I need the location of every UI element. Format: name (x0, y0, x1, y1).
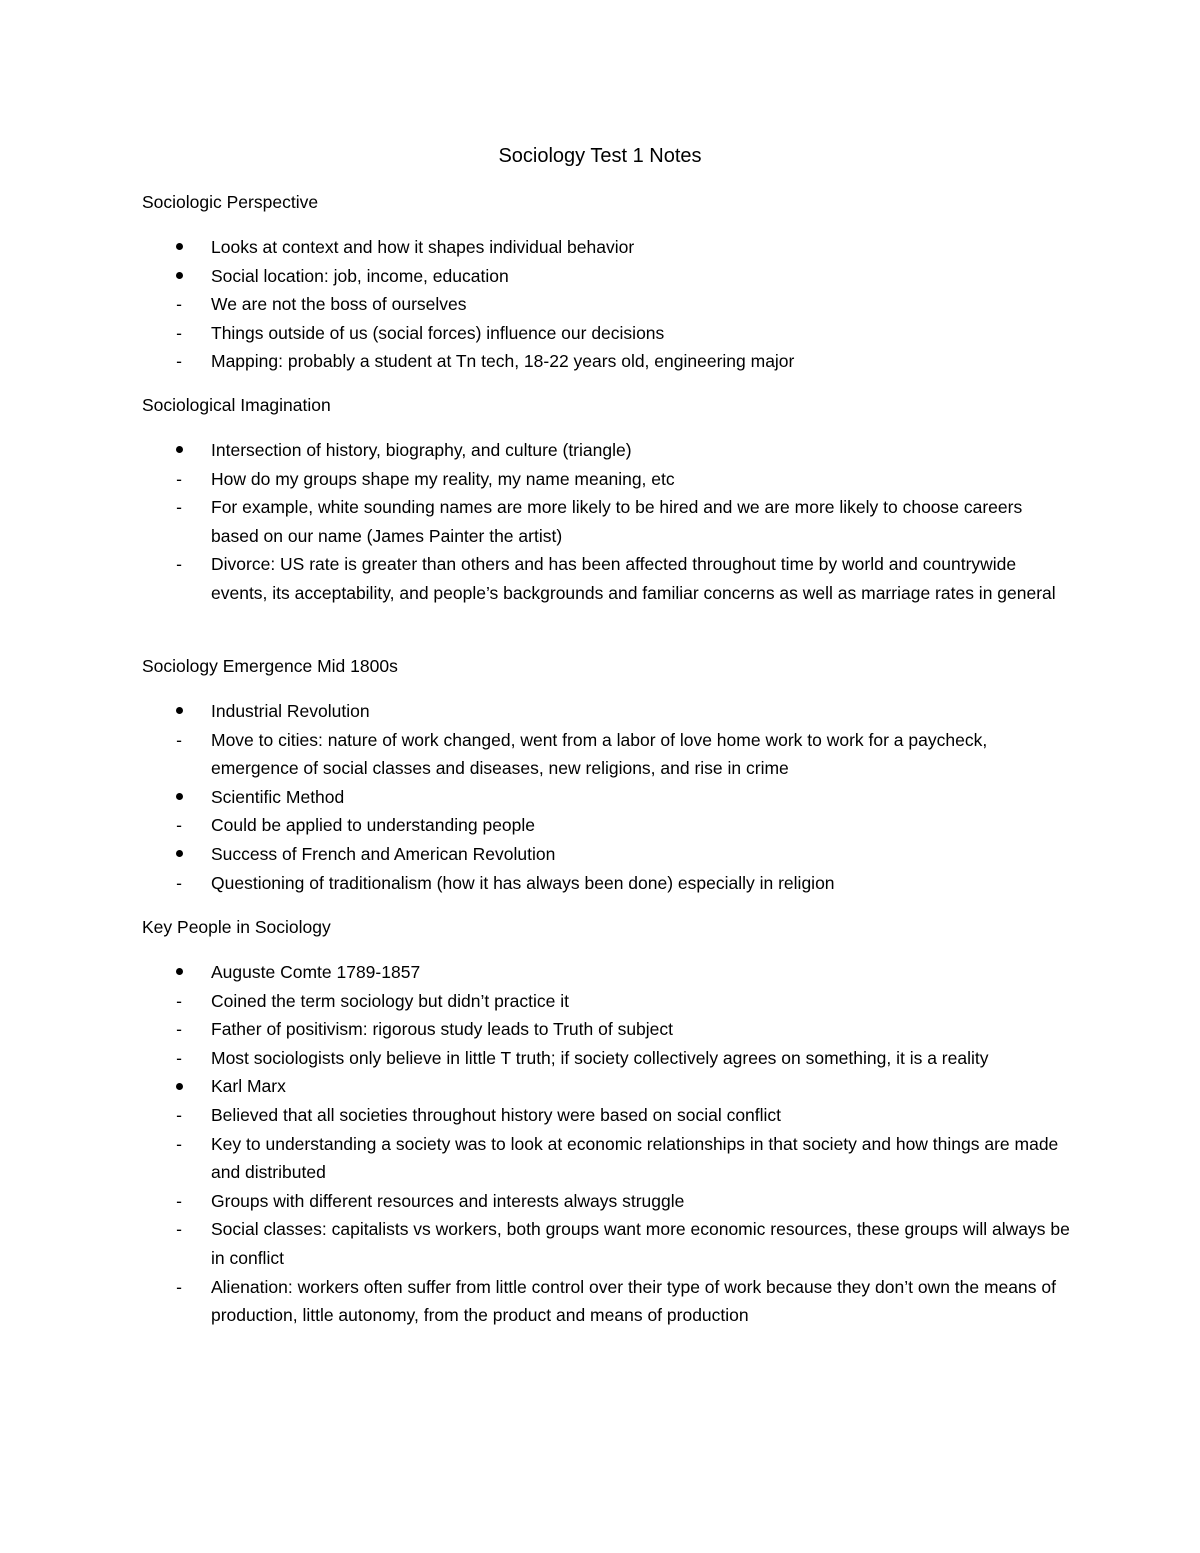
list-item-text: Divorce: US rate is greater than others and has been affected throughout time by world and countrywide events, its acceptability, and people’s backgrounds and familiar concerns as well as marriage rates in general (211, 554, 1056, 603)
list-item (0, 811, 1200, 840)
list-item-text: Move to cities: nature of work changed, went from a labor of love home work to work for a paycheck, emergence of social classes and diseases, new religions, and rise in crime (211, 729, 988, 779)
bullet-icon (172, 783, 186, 812)
list-item-text: Coined the term sociology but didn’t practice it (211, 990, 569, 1011)
section-list (0, 436, 1200, 608)
list-item (0, 1130, 1200, 1187)
dash-icon (172, 1101, 186, 1130)
list-item (0, 1015, 1200, 1044)
list-item-text: Father of positivism: rigorous study leads to Truth of subject (211, 1019, 674, 1040)
section-list (0, 697, 1200, 897)
list-item-text: Key to understanding a society was to look at economic relationships in that society and how things are made and distributed (211, 1133, 1059, 1183)
dash-icon (172, 811, 186, 840)
dash-icon (172, 1130, 186, 1159)
list-item (0, 697, 1200, 726)
list-item-text: Social classes: capitalists vs workers, both groups want more economic resources, these groups will always be in conflict (211, 1219, 1070, 1268)
section-heading: Sociology Emergence Mid 1800s (142, 656, 398, 676)
list-item-text: We are not the boss of ourselves (211, 294, 467, 315)
list-item-text: Looks at context and how it shapes individual behavior (211, 237, 635, 257)
list-item-text: Questioning of traditionalism (how it has always been done) especially in religion (211, 872, 835, 893)
list-item-text: Mapping: probably a student at Tn tech, 18-22 years old, engineering major (211, 351, 795, 372)
list-item (0, 783, 1200, 812)
list-item (0, 987, 1200, 1016)
section-heading: Sociological Imagination (142, 395, 331, 415)
dash-icon (172, 465, 186, 494)
list-item (0, 262, 1200, 291)
list-item-text: Things outside of us (social forces) influence our decisions (211, 322, 665, 343)
dash-icon (172, 550, 186, 579)
bullet-icon (172, 262, 186, 291)
list-item (0, 233, 1200, 262)
bullet-icon (172, 958, 186, 987)
dash-icon (172, 1273, 186, 1302)
list-item-text: Groups with different resources and interests always struggle (211, 1190, 685, 1211)
dash-icon (172, 726, 186, 755)
document-title: Sociology Test 1 Notes (498, 145, 702, 167)
list-item-text: Scientific Method (211, 786, 345, 807)
list-item-text: Could be applied to understanding people (211, 815, 536, 836)
list-item-text: For example, white sounding names are more likely to be hired and we are more likely to choose careers based on our name (James Painter the artist) (211, 497, 1023, 546)
list-item (0, 1273, 1200, 1330)
list-item-text: Intersection of history, biography, and culture (triangle) (211, 440, 632, 460)
list-item (0, 1101, 1200, 1130)
list-item-text: Believed that all societies throughout history were based on social conflict (211, 1104, 782, 1125)
dash-icon (172, 869, 186, 898)
bullet-icon (172, 436, 186, 465)
dash-icon (172, 1215, 186, 1244)
list-item-text: Industrial Revolution (211, 701, 370, 721)
list-item (0, 1215, 1200, 1272)
bullet-icon (172, 1072, 186, 1101)
section-list (0, 233, 1200, 376)
list-item-text: Social location: job, income, education (211, 265, 509, 286)
list-item-text: Auguste Comte 1789-1857 (211, 962, 421, 982)
list-item (0, 958, 1200, 987)
list-item (0, 869, 1200, 898)
list-item (0, 290, 1200, 319)
list-item-text: Success of French and American Revolution (211, 843, 556, 864)
list-item-text: Karl Marx (211, 1076, 286, 1097)
dash-icon (172, 1187, 186, 1216)
list-item (0, 493, 1200, 550)
dash-icon (172, 1015, 186, 1044)
list-item-text: Alienation: workers often suffer from little control over their type of work because they don’t own the means of production, little autonomy, from the product and means of production (211, 1276, 1056, 1326)
list-item-text: Most sociologists only believe in little T truth; if society collectively agrees on something, it is a reality (211, 1047, 989, 1068)
bullet-icon (172, 840, 186, 869)
section-list (0, 958, 1200, 1330)
dash-icon (172, 290, 186, 319)
list-item (0, 347, 1200, 376)
dash-icon (172, 347, 186, 376)
list-item-text: How do my groups shape my reality, my name meaning, etc (211, 468, 675, 489)
dash-icon (172, 493, 186, 522)
bullet-icon (172, 233, 186, 262)
dash-icon (172, 987, 186, 1016)
bullet-icon (172, 697, 186, 726)
list-item (0, 436, 1200, 465)
list-item (0, 550, 1200, 607)
list-item (0, 465, 1200, 494)
list-item (0, 840, 1200, 869)
list-item (0, 319, 1200, 348)
list-item (0, 1072, 1200, 1101)
section-heading: Key People in Sociology (142, 917, 331, 937)
list-item (0, 1187, 1200, 1216)
dash-icon (172, 319, 186, 348)
list-item (0, 726, 1200, 783)
dash-icon (172, 1044, 186, 1073)
section-heading: Sociologic Perspective (142, 192, 319, 212)
list-item (0, 1044, 1200, 1073)
